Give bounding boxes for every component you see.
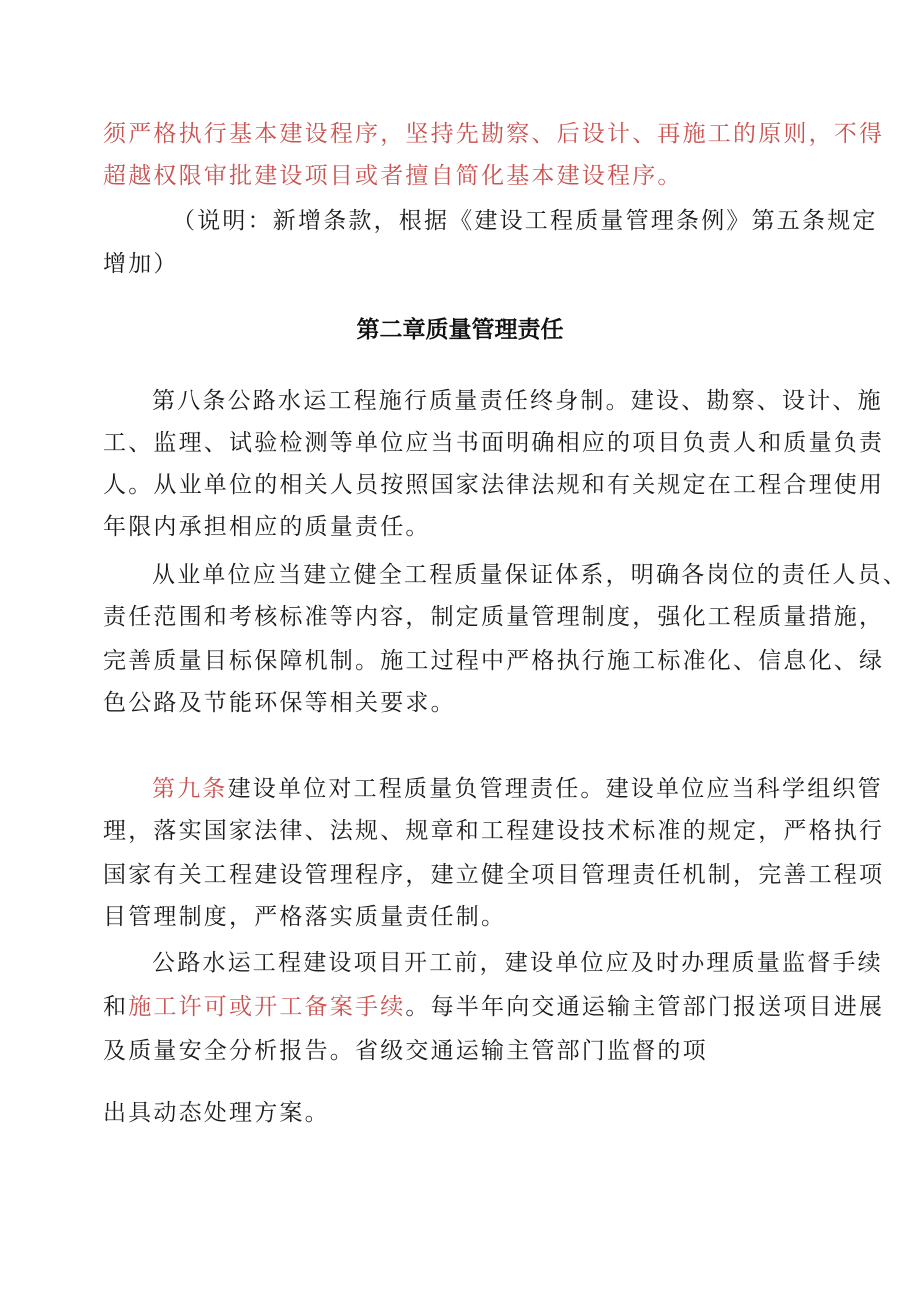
article9-p2-line4: 出具动态处理方案。 <box>103 1100 330 1126</box>
article9-p1-line1-text: 建设单位对工程质量负管理责任。建设单位应当科学组织管 <box>227 776 883 802</box>
note-line-2: 增加） <box>103 251 179 277</box>
article8-p1-line4: 年限内承担相应的质量责任。 <box>103 514 431 540</box>
article9-p2-line1: 公路水运工程建设项目开工前，建设单位应及时办理质量监督手续 <box>152 950 883 976</box>
article9-p1-line1 <box>152 771 883 807</box>
article9-p2-line2-b: 。每半年向交通运输主管部门报送项目进展 <box>405 994 885 1020</box>
article8-p1-line3: 人。从业单位的相关人员按照国家法律法规和有关规定在工程合理使用 <box>103 472 885 498</box>
article9-p2-line2 <box>103 989 885 1025</box>
article8-p2-line4: 色公路及节能环保等相关要求。 <box>103 690 456 716</box>
article8-p1-line2: 工、监理、试验检测等单位应当书面明确相应的项目负责人和质量负责 <box>103 430 885 456</box>
intro-line-1: 须严格执行基本建设程序，坚持先勘察、后设计、再施工的原则，不得 <box>103 121 885 147</box>
article9-p2-line2-red: 施工许可或开工备案手续 <box>128 994 406 1020</box>
article8-p2-line3: 完善质量目标保障机制。施工过程中严格执行施工标准化、信息化、绿 <box>103 648 885 674</box>
article9-p1-line4: 目管理制度，严格落实质量责任制。 <box>103 904 507 930</box>
chapter-title: 第二章质量管理责任 <box>356 317 564 343</box>
intro-line-2: 超越权限审批建设项目或者擅自简化基本建设程序。 <box>103 163 683 189</box>
article9-p1-line2: 理，落实国家法律、法规、规章和工程建设技术标准的规定，严格执行 <box>103 818 885 844</box>
article8-p2-line2: 责任范围和考核标准等内容，制定质量管理制度，强化工程质量措施， <box>103 604 885 630</box>
article9-p2-line2-a: 和 <box>103 994 129 1020</box>
note-line-1: （说明：新增条款，根据《建设工程质量管理条例》第五条规定 <box>172 208 878 234</box>
article9-p2-line3: 及质量安全分析报告。省级交通运输主管部门监督的项 <box>103 1038 708 1064</box>
article9-p1-line3: 国家有关工程建设管理程序，建立健全项目管理责任机制，完善工程项 <box>103 862 885 888</box>
article9-label: 第九条 <box>152 776 228 802</box>
article8-p2-line1: 从业单位应当建立健全工程质量保证体系，明确各岗位的责任人员、 <box>152 562 908 588</box>
article8-p1-line1: 第八条公路水运工程施行质量责任终身制。建设、勘察、设计、施 <box>152 388 883 414</box>
